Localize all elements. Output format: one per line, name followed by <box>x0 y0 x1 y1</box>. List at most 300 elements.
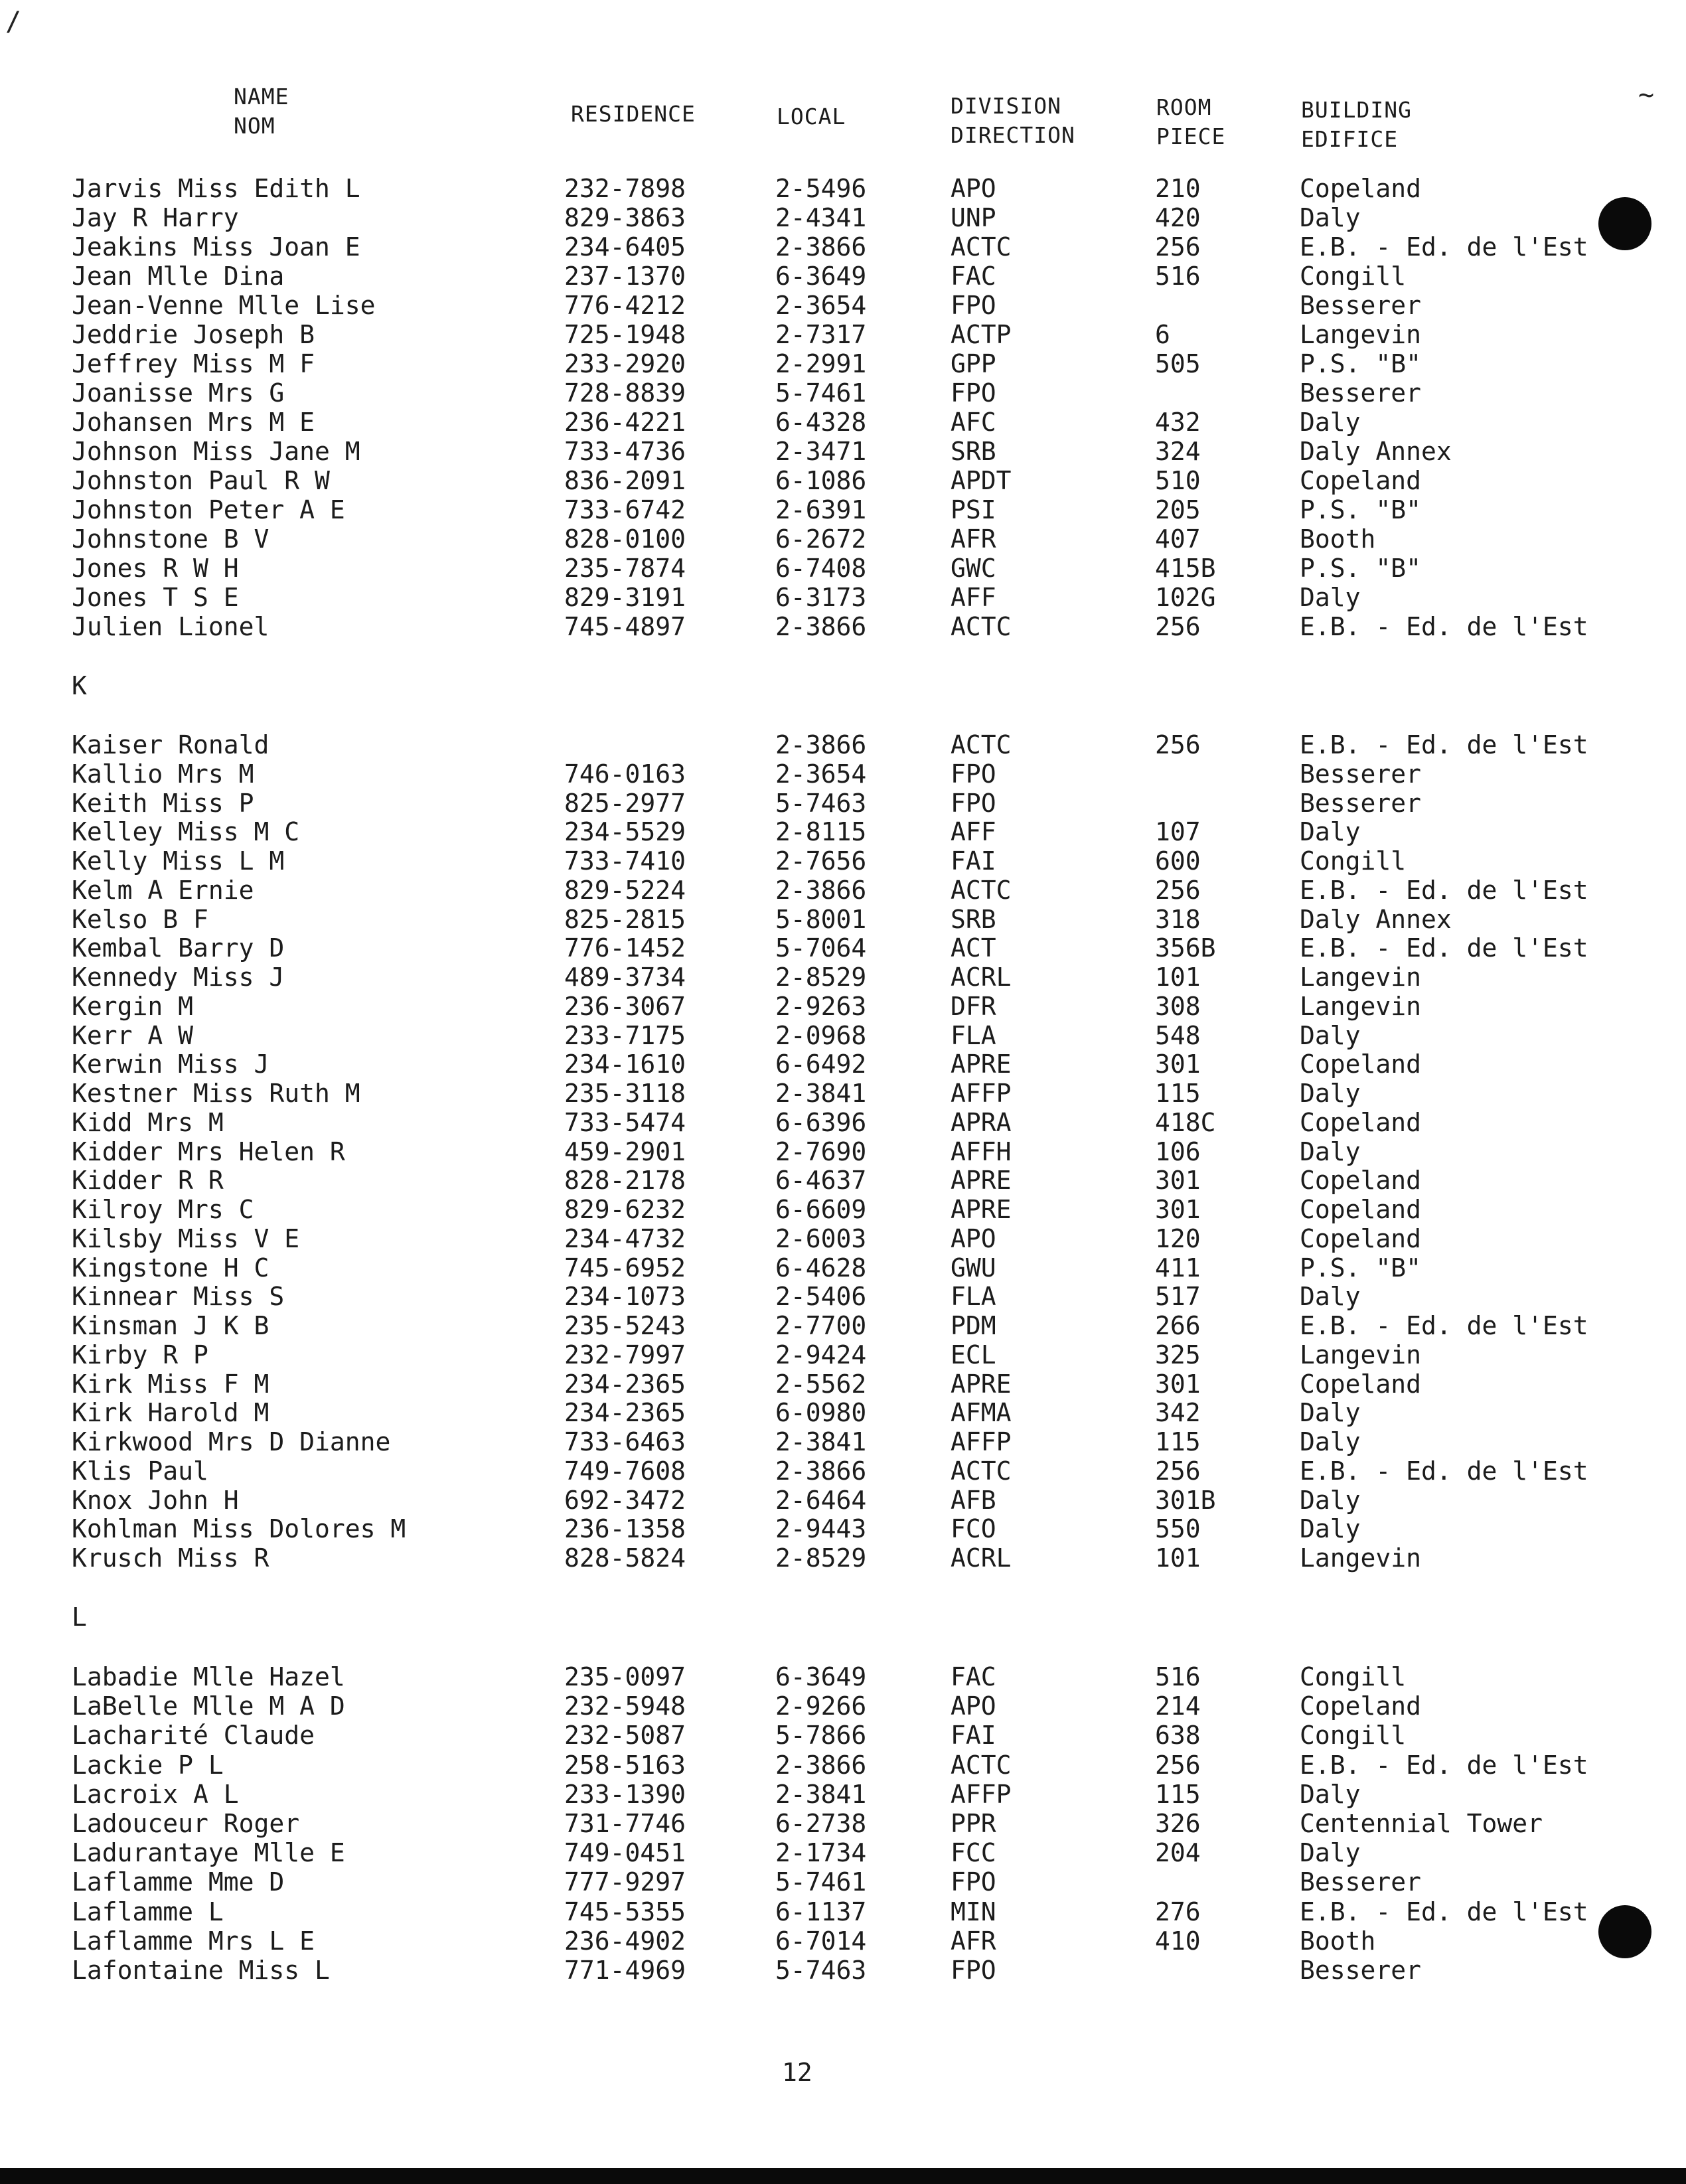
entry-building: Booth <box>1300 1926 1376 1956</box>
scan-edge-bar <box>0 2168 1686 2184</box>
entry-division: AFR <box>951 524 996 554</box>
directory-row <box>0 1224 1686 1253</box>
entry-name: Kinnear Miss S <box>72 1282 285 1312</box>
entry-building: Copeland <box>1300 466 1422 495</box>
entry-building: P.S. "B" <box>1300 554 1422 583</box>
entry-division: UNP <box>951 203 996 232</box>
entry-division: AFFH <box>951 1136 1012 1166</box>
directory-row <box>0 1340 1686 1369</box>
entry-name: Kirk Harold M <box>72 1398 269 1428</box>
entry-name: Kelly Miss L M <box>72 846 285 876</box>
entry-local: 6-3173 <box>775 583 867 612</box>
entry-division: FPO <box>951 788 996 818</box>
entry-division: AFFP <box>951 1427 1012 1456</box>
entry-division: ACRL <box>951 1543 1012 1573</box>
entry-building: E.B. - Ed. de l'Est <box>1300 1456 1588 1486</box>
entry-residence: 825-2815 <box>564 904 686 934</box>
entry-division: APRE <box>951 1195 1012 1224</box>
entry-room: 115 <box>1155 1779 1201 1809</box>
entry-residence: 776-1452 <box>564 933 686 963</box>
entry-division: DFR <box>951 991 996 1021</box>
entry-room: 326 <box>1155 1809 1201 1838</box>
entry-room: 276 <box>1155 1897 1201 1926</box>
directory-row <box>0 466 1686 495</box>
entry-local: 2-5496 <box>775 174 867 203</box>
entry-division: FAI <box>951 1721 996 1751</box>
entry-division: FLA <box>951 1282 996 1312</box>
entry-residence: 829-3863 <box>564 203 686 232</box>
entry-local: 5-7463 <box>775 788 867 818</box>
entry-building: Congill <box>1300 846 1407 876</box>
entry-room: 418C <box>1155 1107 1216 1137</box>
entry-division: AFFP <box>951 1079 1012 1108</box>
entry-division: FAI <box>951 846 996 876</box>
header-local: LOCAL <box>777 104 846 129</box>
entry-room: 115 <box>1155 1079 1201 1108</box>
entry-name: Ladouceur Roger <box>72 1809 300 1838</box>
entry-division: GWU <box>951 1253 996 1283</box>
entry-division: ACTC <box>951 730 1012 759</box>
entry-residence: 731-7746 <box>564 1809 686 1838</box>
entry-local: 6-6492 <box>775 1050 867 1079</box>
entry-local: 2-3866 <box>775 612 867 641</box>
entry-division: PSI <box>951 495 996 524</box>
entry-name: Kilsby Miss V E <box>72 1223 300 1253</box>
directory-row <box>0 1721 1686 1750</box>
directory-row <box>0 1050 1686 1079</box>
entry-residence: 232-7898 <box>564 174 686 203</box>
entry-building: Langevin <box>1300 991 1422 1021</box>
entry-building: Besserer <box>1300 291 1422 320</box>
entry-division: AFC <box>951 408 996 437</box>
entry-name: Kirkwood Mrs D Dianne <box>72 1427 391 1456</box>
entry-building: Daly <box>1300 1282 1361 1312</box>
entry-residence: 234-1610 <box>564 1050 686 1079</box>
entry-building: Langevin <box>1300 1543 1422 1573</box>
entry-residence: 233-7175 <box>564 1020 686 1050</box>
directory-row <box>0 1926 1686 1956</box>
entry-building: Langevin <box>1300 320 1422 349</box>
entry-division: AFF <box>951 817 996 847</box>
entry-name: Knox John H <box>72 1485 239 1515</box>
entry-name: Johnston Paul R W <box>72 466 330 495</box>
entry-local: 2-8529 <box>775 1543 867 1573</box>
entry-name: Keith Miss P <box>72 788 254 818</box>
entry-name: Jeddrie Joseph B <box>72 320 315 349</box>
entry-room: 420 <box>1155 203 1201 232</box>
header-name: NAME <box>234 84 289 110</box>
entry-building: Langevin <box>1300 963 1422 992</box>
entry-name: Kallio Mrs M <box>72 759 254 789</box>
entry-residence: 235-0097 <box>564 1662 686 1691</box>
entry-local: 2-6003 <box>775 1223 867 1253</box>
directory-row <box>0 1956 1686 1985</box>
entry-division: FAC <box>951 1662 996 1691</box>
entry-division: FPO <box>951 1867 996 1897</box>
entry-room: 407 <box>1155 524 1201 554</box>
directory-row <box>0 524 1686 554</box>
header-nom: NOM <box>234 113 275 139</box>
entry-name: Kennedy Miss J <box>72 963 285 992</box>
entry-division: ECL <box>951 1340 996 1369</box>
entry-name: Kerr A W <box>72 1020 194 1050</box>
entry-division: AFB <box>951 1485 996 1515</box>
entry-local: 2-7690 <box>775 1136 867 1166</box>
directory-row <box>0 1282 1686 1311</box>
entry-division: AFR <box>951 1926 996 1956</box>
entry-residence: 459-2901 <box>564 1136 686 1166</box>
binder-hole-top <box>1598 197 1651 250</box>
section-heading-k: K <box>72 671 87 700</box>
directory-row <box>0 1253 1686 1283</box>
directory-row <box>0 1780 1686 1809</box>
entry-name: Jones T S E <box>72 583 239 612</box>
entry-local: 2-7656 <box>775 846 867 876</box>
entry-local: 2-6464 <box>775 1485 867 1515</box>
entry-residence: 232-5948 <box>564 1691 686 1721</box>
entry-residence: 236-1358 <box>564 1514 686 1544</box>
entry-division: ACTC <box>951 612 1012 641</box>
entry-division: APO <box>951 1691 996 1721</box>
directory-row <box>0 1108 1686 1137</box>
entry-room: 415B <box>1155 554 1216 583</box>
entry-name: Krusch Miss R <box>72 1543 269 1573</box>
entry-local: 2-5562 <box>775 1369 867 1399</box>
entry-residence: 745-5355 <box>564 1897 686 1926</box>
entry-division: FPO <box>951 378 996 408</box>
entry-residence: 234-2365 <box>564 1369 686 1399</box>
entry-local: 6-7408 <box>775 554 867 583</box>
entry-residence: 234-4732 <box>564 1223 686 1253</box>
entry-division: APRE <box>951 1166 1012 1196</box>
directory-row <box>0 583 1686 612</box>
entry-name: Jarvis Miss Edith L <box>72 174 360 203</box>
directory-row <box>0 1486 1686 1515</box>
entry-residence: 728-8839 <box>564 378 686 408</box>
entry-room: 325 <box>1155 1340 1201 1369</box>
entry-residence: 749-7608 <box>564 1456 686 1486</box>
directory-row <box>0 1195 1686 1224</box>
entry-name: Laflamme Mme D <box>72 1867 285 1897</box>
entry-room: 301 <box>1155 1369 1201 1399</box>
entry-residence: 235-5243 <box>564 1311 686 1340</box>
entry-building: Langevin <box>1300 1340 1422 1369</box>
entry-local: 2-1734 <box>775 1838 867 1868</box>
entry-building: Copeland <box>1300 1166 1422 1196</box>
entry-local: 2-3654 <box>775 291 867 320</box>
entry-residence: 746-0163 <box>564 759 686 789</box>
entry-building: Copeland <box>1300 1107 1422 1137</box>
entry-local: 2-7317 <box>775 320 867 349</box>
entry-division: MIN <box>951 1897 996 1926</box>
entry-local: 2-9424 <box>775 1340 867 1369</box>
entry-residence: 232-7997 <box>564 1340 686 1369</box>
entry-local: 5-7064 <box>775 933 867 963</box>
entry-name: Johnston Peter A E <box>72 495 345 524</box>
entry-local: 2-6391 <box>775 495 867 524</box>
entry-local: 5-7461 <box>775 378 867 408</box>
entry-division: AFMA <box>951 1398 1012 1428</box>
directory-row <box>0 963 1686 992</box>
entry-division: SRB <box>951 437 996 466</box>
entry-residence: 232-5087 <box>564 1721 686 1751</box>
directory-row <box>0 1867 1686 1897</box>
entry-residence: 236-4221 <box>564 408 686 437</box>
entry-local: 6-4328 <box>775 408 867 437</box>
entry-name: Jean Mlle Dina <box>72 262 285 291</box>
entry-room: 205 <box>1155 495 1201 524</box>
entry-room: 204 <box>1155 1838 1201 1868</box>
entry-division: ACTC <box>951 1750 1012 1780</box>
entry-local: 6-7014 <box>775 1926 867 1956</box>
directory-row <box>0 876 1686 905</box>
entry-name: Jean-Venne Mlle Lise <box>72 291 376 320</box>
entry-building: Daly <box>1300 1020 1361 1050</box>
entry-building: Copeland <box>1300 174 1422 203</box>
entry-building: Besserer <box>1300 378 1422 408</box>
entry-residence: 745-4897 <box>564 612 686 641</box>
entry-room: 266 <box>1155 1311 1201 1340</box>
entry-local: 6-2672 <box>775 524 867 554</box>
entry-local: 2-3866 <box>775 875 867 905</box>
page-number: 12 <box>782 2058 812 2087</box>
entry-residence: 828-5824 <box>564 1543 686 1573</box>
entry-residence: 828-0100 <box>564 524 686 554</box>
directory-row <box>0 495 1686 524</box>
entry-residence: 234-2365 <box>564 1398 686 1428</box>
entry-room: 342 <box>1155 1398 1201 1428</box>
entry-room: 548 <box>1155 1020 1201 1050</box>
directory-row <box>0 320 1686 349</box>
entry-room: 106 <box>1155 1136 1201 1166</box>
directory-row <box>0 846 1686 876</box>
entry-name: Kelso B F <box>72 904 208 934</box>
directory-row <box>0 262 1686 291</box>
entry-room: 301 <box>1155 1050 1201 1079</box>
entry-building: P.S. "B" <box>1300 349 1422 378</box>
entry-local: 2-8115 <box>775 817 867 847</box>
directory-row <box>0 203 1686 232</box>
entry-name: Lafontaine Miss L <box>72 1956 330 1985</box>
entry-residence: 733-6463 <box>564 1427 686 1456</box>
directory-row <box>0 905 1686 934</box>
entry-local: 6-2738 <box>775 1809 867 1838</box>
entry-residence: 236-3067 <box>564 991 686 1021</box>
entry-residence: 749-0451 <box>564 1838 686 1868</box>
entry-residence: 776-4212 <box>564 291 686 320</box>
entry-local: 5-7461 <box>775 1867 867 1897</box>
entry-room: 256 <box>1155 875 1201 905</box>
entry-building: E.B. - Ed. de l'Est <box>1300 1750 1588 1780</box>
entry-building: Daly <box>1300 408 1361 437</box>
entry-local: 6-6396 <box>775 1107 867 1137</box>
entry-room: 256 <box>1155 1750 1201 1780</box>
directory-row <box>0 1398 1686 1427</box>
directory-row <box>0 759 1686 789</box>
directory-row <box>0 817 1686 846</box>
entry-building: E.B. - Ed. de l'Est <box>1300 875 1588 905</box>
entry-name: Jeakins Miss Joan E <box>72 232 360 262</box>
entry-building: Daly <box>1300 1136 1361 1166</box>
entry-local: 6-3649 <box>775 262 867 291</box>
entry-name: Lacroix A L <box>72 1779 239 1809</box>
entry-local: 2-0968 <box>775 1020 867 1050</box>
entry-local: 2-3471 <box>775 437 867 466</box>
entry-division: FLA <box>951 1020 996 1050</box>
entry-local: 5-8001 <box>775 904 867 934</box>
directory-row <box>0 174 1686 203</box>
entry-building: Congill <box>1300 1721 1407 1751</box>
entry-division: ACRL <box>951 963 1012 992</box>
entry-residence: 237-1370 <box>564 262 686 291</box>
entry-building: Daly <box>1300 1779 1361 1809</box>
entry-division: FAC <box>951 262 996 291</box>
directory-row <box>0 612 1686 641</box>
entry-division: APO <box>951 174 996 203</box>
entry-name: Jay R Harry <box>72 203 239 232</box>
entry-name: Kergin M <box>72 991 194 1021</box>
directory-row <box>0 1662 1686 1691</box>
entry-local: 5-7866 <box>775 1721 867 1751</box>
entry-division: ACT <box>951 933 996 963</box>
entry-building: Congill <box>1300 262 1407 291</box>
entry-name: Kelm A Ernie <box>72 875 254 905</box>
entry-division: FPO <box>951 759 996 789</box>
entry-building: Daly <box>1300 1838 1361 1868</box>
entry-room: 411 <box>1155 1253 1201 1283</box>
entry-name: Kaiser Ronald <box>72 730 269 759</box>
directory-row <box>0 1809 1686 1838</box>
entry-room: 107 <box>1155 817 1201 847</box>
entry-local: 2-2991 <box>775 349 867 378</box>
entry-building: E.B. - Ed. de l'Est <box>1300 933 1588 963</box>
entry-building: Daly Annex <box>1300 437 1452 466</box>
directory-row <box>0 933 1686 963</box>
entry-local: 6-4628 <box>775 1253 867 1283</box>
entry-name: Lacharité Claude <box>72 1721 315 1751</box>
directory-row <box>0 1427 1686 1456</box>
entry-room: 318 <box>1155 904 1201 934</box>
entry-building: Daly <box>1300 817 1361 847</box>
directory-row <box>0 1514 1686 1543</box>
entry-room: 516 <box>1155 1662 1201 1691</box>
entry-room: 256 <box>1155 1456 1201 1486</box>
directory-row <box>0 1751 1686 1780</box>
entry-residence: 234-6405 <box>564 232 686 262</box>
entry-building: Congill <box>1300 1662 1407 1691</box>
entry-name: Kelley Miss M C <box>72 817 300 847</box>
entry-building: Booth <box>1300 524 1376 554</box>
header-room: ROOM <box>1156 94 1212 120</box>
entry-residence: 234-5529 <box>564 817 686 847</box>
directory-row <box>0 408 1686 437</box>
entry-division: AFFP <box>951 1779 1012 1809</box>
entry-building: Daly <box>1300 583 1361 612</box>
entry-building: Copeland <box>1300 1369 1422 1399</box>
entry-residence: 745-6952 <box>564 1253 686 1283</box>
entry-room: 638 <box>1155 1721 1201 1751</box>
entry-name: Kerwin Miss J <box>72 1050 269 1079</box>
entry-building: Daly <box>1300 1427 1361 1456</box>
entry-local: 2-3866 <box>775 232 867 262</box>
header-direction: DIRECTION <box>951 122 1075 148</box>
entry-division: APDT <box>951 466 1012 495</box>
directory-row <box>0 1079 1686 1108</box>
entry-residence: 733-5474 <box>564 1107 686 1137</box>
entry-residence: 258-5163 <box>564 1750 686 1780</box>
entry-name: Labadie Mlle Hazel <box>72 1662 345 1691</box>
entry-local: 6-1137 <box>775 1897 867 1926</box>
directory-row <box>0 789 1686 818</box>
header-division: DIVISION <box>951 93 1061 119</box>
entry-residence: 235-7874 <box>564 554 686 583</box>
entry-building: Centennial Tower <box>1300 1809 1543 1838</box>
directory-row <box>0 437 1686 466</box>
directory-row <box>0 1838 1686 1867</box>
entry-room: 517 <box>1155 1282 1201 1312</box>
entry-room: 115 <box>1155 1427 1201 1456</box>
directory-row <box>0 1311 1686 1340</box>
entry-building: Daly <box>1300 203 1361 232</box>
entry-residence: 771-4969 <box>564 1956 686 1985</box>
entry-room: 214 <box>1155 1691 1201 1721</box>
entry-local: 6-1086 <box>775 466 867 495</box>
entry-local: 2-3866 <box>775 730 867 759</box>
directory-row <box>0 730 1686 759</box>
entry-room: 210 <box>1155 174 1201 203</box>
entry-building: E.B. - Ed. de l'Est <box>1300 612 1588 641</box>
directory-row <box>0 291 1686 320</box>
header-building: BUILDING <box>1301 97 1412 123</box>
entry-building: Besserer <box>1300 759 1422 789</box>
entry-residence: 235-3118 <box>564 1079 686 1108</box>
entry-room: 516 <box>1155 262 1201 291</box>
directory-row <box>0 1543 1686 1573</box>
entry-division: FPO <box>951 291 996 320</box>
binder-hole-bottom <box>1598 1905 1651 1958</box>
entry-room: 256 <box>1155 612 1201 641</box>
entry-division: APO <box>951 1223 996 1253</box>
directory-row <box>0 1691 1686 1721</box>
entry-local: 2-9266 <box>775 1691 867 1721</box>
entry-room: 410 <box>1155 1926 1201 1956</box>
entry-residence: 733-6742 <box>564 495 686 524</box>
section-heading-l: L <box>72 1602 87 1632</box>
entry-name: Julien Lionel <box>72 612 269 641</box>
entry-local: 2-3841 <box>775 1779 867 1809</box>
entry-building: Daly <box>1300 1514 1361 1544</box>
entry-division: ACTC <box>951 875 1012 905</box>
entry-name: Kinsman J K B <box>72 1311 269 1340</box>
directory-row <box>0 232 1686 262</box>
entry-local: 2-4341 <box>775 203 867 232</box>
entry-building: Daly <box>1300 1079 1361 1108</box>
directory-row <box>0 378 1686 408</box>
entry-room: 301 <box>1155 1166 1201 1196</box>
entry-local: 2-5406 <box>775 1282 867 1312</box>
entry-local: 6-6609 <box>775 1195 867 1224</box>
entry-local: 5-7463 <box>775 1956 867 1985</box>
entry-local: 2-8529 <box>775 963 867 992</box>
entry-name: Kidd Mrs M <box>72 1107 224 1137</box>
entry-division: FCO <box>951 1514 996 1544</box>
entry-residence: 733-4736 <box>564 437 686 466</box>
entry-building: E.B. - Ed. de l'Est <box>1300 1897 1588 1926</box>
directory-row <box>0 1456 1686 1486</box>
entry-building: Besserer <box>1300 1867 1422 1897</box>
entry-room: 308 <box>1155 991 1201 1021</box>
entry-local: 6-0980 <box>775 1398 867 1428</box>
